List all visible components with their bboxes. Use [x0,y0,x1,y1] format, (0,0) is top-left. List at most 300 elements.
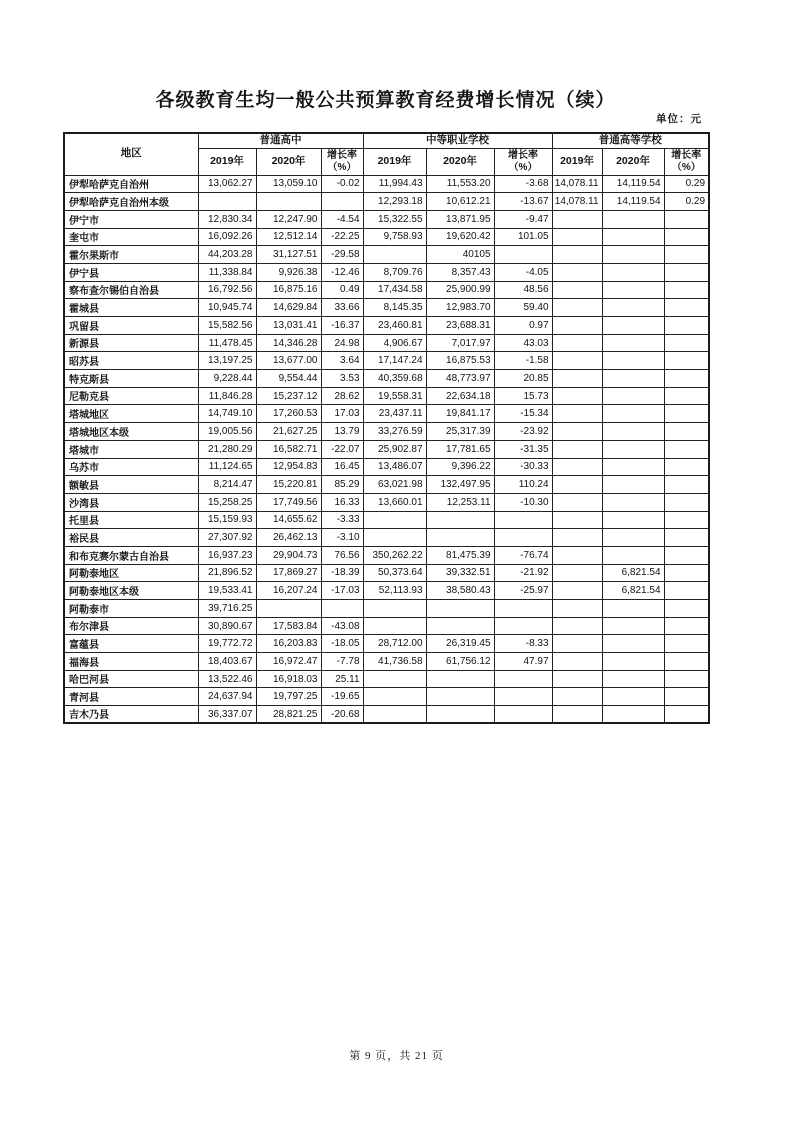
value-cell [602,600,664,618]
value-cell [664,423,709,441]
value-cell [602,228,664,246]
value-cell: 11,338.84 [198,263,256,281]
value-cell: -30.33 [494,458,552,476]
value-cell [664,529,709,547]
value-cell: 30,890.67 [198,617,256,635]
value-cell: 76.56 [321,546,363,564]
value-cell [602,387,664,405]
table-row [64,210,709,228]
value-cell [426,511,494,529]
table-row [64,299,709,317]
value-cell [664,352,709,370]
value-cell [664,334,709,352]
value-cell: 39,716.25 [198,600,256,618]
value-cell: 16,792.56 [198,281,256,299]
region-cell: 青河县 [64,688,198,706]
table-row [64,653,709,671]
value-cell [552,299,602,317]
value-cell: -16.37 [321,317,363,335]
value-cell [664,670,709,688]
value-cell [552,564,602,582]
value-cell: 17,781.65 [426,440,494,458]
value-cell: 28,821.25 [256,706,321,724]
value-cell [602,246,664,264]
table-row [64,175,709,193]
value-cell [494,511,552,529]
value-cell: 15,322.55 [363,210,426,228]
region-cell: 巩留县 [64,317,198,335]
value-cell [363,529,426,547]
value-cell: -19.65 [321,688,363,706]
value-cell [552,352,602,370]
value-cell [426,617,494,635]
value-cell: 10,612.21 [426,193,494,211]
value-cell: 19,772.72 [198,635,256,653]
value-cell: 61,756.12 [426,653,494,671]
unit-label: 单位：元 [656,113,702,125]
value-cell: 25,902.87 [363,440,426,458]
table-body [64,175,709,723]
value-cell: 48,773.97 [426,370,494,388]
value-cell: 19,533.41 [198,582,256,600]
value-cell: 33,276.59 [363,423,426,441]
group-header-regular-higher-ed: 普通高等学校 [552,133,709,148]
value-cell: 23,437.11 [363,405,426,423]
region-cell: 尼勒克县 [64,387,198,405]
value-cell [602,458,664,476]
value-cell: 33.66 [321,299,363,317]
table-row [64,423,709,441]
value-cell [602,334,664,352]
table-row [64,617,709,635]
value-cell [363,246,426,264]
value-cell: -18.39 [321,564,363,582]
region-cell: 霍尔果斯市 [64,246,198,264]
col-header-2020: 2020年 [602,148,664,175]
col-header-growth [664,148,709,175]
table-row [64,635,709,653]
table-row [64,529,709,547]
value-cell: 350,262.22 [363,546,426,564]
value-cell [256,600,321,618]
value-cell: 11,846.28 [198,387,256,405]
value-cell: 19,558.31 [363,387,426,405]
value-cell: 11,478.45 [198,334,256,352]
value-cell: 13,486.07 [363,458,426,476]
value-cell: 19,841.17 [426,405,494,423]
value-cell: 8,214.47 [198,476,256,494]
value-cell [602,635,664,653]
value-cell: 0.29 [664,175,709,193]
value-cell: 0.29 [664,193,709,211]
value-cell: 24.98 [321,334,363,352]
value-cell [552,423,602,441]
value-cell [552,688,602,706]
growth-header-line2: （%） [327,161,357,173]
value-cell: -8.33 [494,635,552,653]
col-header-2020: 2020年 [426,148,494,175]
value-cell: 26,319.45 [426,635,494,653]
value-cell [426,670,494,688]
value-cell: -76.74 [494,546,552,564]
value-cell [602,706,664,724]
value-cell: 13,522.46 [198,670,256,688]
col-header-2019: 2019年 [198,148,256,175]
value-cell: -3.68 [494,175,552,193]
region-cell: 察布查尔锡伯自治县 [64,281,198,299]
value-cell [552,582,602,600]
value-cell [664,564,709,582]
value-cell [664,476,709,494]
table-row [64,564,709,582]
value-cell [664,635,709,653]
value-cell [363,511,426,529]
value-cell: 28.62 [321,387,363,405]
value-cell: 31,127.51 [256,246,321,264]
value-cell: 16,972.47 [256,653,321,671]
value-cell: -22.25 [321,228,363,246]
value-cell: 27,307.92 [198,529,256,547]
value-cell: -13.67 [494,193,552,211]
value-cell: 16,092.26 [198,228,256,246]
value-cell [363,617,426,635]
value-cell: 22,634.18 [426,387,494,405]
value-cell: 14,119.54 [602,193,664,211]
value-cell [602,281,664,299]
value-cell [363,600,426,618]
value-cell: 10,945.74 [198,299,256,317]
value-cell: 4,906.67 [363,334,426,352]
value-cell: 6,821.54 [602,582,664,600]
table-row [64,334,709,352]
value-cell: -3.10 [321,529,363,547]
value-cell [664,299,709,317]
value-cell: 19,620.42 [426,228,494,246]
value-cell [602,317,664,335]
value-cell [664,706,709,724]
value-cell: 13,677.00 [256,352,321,370]
value-cell: 12,247.90 [256,210,321,228]
value-cell [664,263,709,281]
value-cell: 39,332.51 [426,564,494,582]
region-cell: 福海县 [64,653,198,671]
growth-header-line2: （%） [508,161,538,173]
value-cell [664,546,709,564]
value-cell [602,529,664,547]
value-cell: 85.29 [321,476,363,494]
value-cell: 50,373.64 [363,564,426,582]
value-cell [321,600,363,618]
region-cell: 富蕴县 [64,635,198,653]
page-number-footer: 第 9 页，共 21 页 [349,1050,444,1062]
value-cell [664,600,709,618]
value-cell [664,440,709,458]
value-cell: 8,709.76 [363,263,426,281]
value-cell [494,617,552,635]
table-row [64,352,709,370]
region-cell: 和布克赛尔蒙古自治县 [64,546,198,564]
value-cell [552,334,602,352]
value-cell [602,493,664,511]
value-cell [664,511,709,529]
table-row [64,263,709,281]
table-row [64,600,709,618]
region-cell: 塔城地区 [64,405,198,423]
value-cell: 9,228.44 [198,370,256,388]
value-cell [552,370,602,388]
value-cell: 15.73 [494,387,552,405]
value-cell [602,423,664,441]
value-cell: 20.85 [494,370,552,388]
value-cell: 59.40 [494,299,552,317]
value-cell: 17,749.56 [256,493,321,511]
value-cell [552,317,602,335]
value-cell [602,617,664,635]
value-cell [664,228,709,246]
value-cell: 18,403.67 [198,653,256,671]
table-row [64,317,709,335]
region-cell: 伊犁哈萨克自治州本级 [64,193,198,211]
table-row [64,370,709,388]
value-cell: 24,637.94 [198,688,256,706]
value-cell [602,546,664,564]
region-cell: 阿勒泰市 [64,600,198,618]
value-cell [552,387,602,405]
value-cell: -18.05 [321,635,363,653]
region-cell: 吉木乃县 [64,706,198,724]
value-cell: 23,460.81 [363,317,426,335]
value-cell: 25,317.39 [426,423,494,441]
col-header-growth [321,148,363,175]
value-cell: 16,875.16 [256,281,321,299]
value-cell [552,600,602,618]
group-header-regular-high-school: 普通高中 [198,133,363,148]
value-cell: 3.53 [321,370,363,388]
value-cell [552,228,602,246]
value-cell: 23,688.31 [426,317,494,335]
value-cell [552,210,602,228]
value-cell: -4.05 [494,263,552,281]
region-cell: 伊犁哈萨克自治州 [64,175,198,193]
value-cell: 14,655.62 [256,511,321,529]
value-cell: -1.58 [494,352,552,370]
value-cell [664,387,709,405]
value-cell [602,440,664,458]
table-row [64,458,709,476]
value-cell [552,405,602,423]
value-cell: -20.68 [321,706,363,724]
region-cell: 塔城市 [64,440,198,458]
value-cell: 19,797.25 [256,688,321,706]
col-header-2020: 2020年 [256,148,321,175]
value-cell [664,405,709,423]
value-cell [602,352,664,370]
value-cell: 16,875.53 [426,352,494,370]
value-cell: -3.33 [321,511,363,529]
col-header-2019: 2019年 [363,148,426,175]
value-cell [602,476,664,494]
value-cell [664,653,709,671]
value-cell: 17.03 [321,405,363,423]
value-cell: 0.97 [494,317,552,335]
value-cell [198,193,256,211]
value-cell: 15,237.12 [256,387,321,405]
value-cell: 15,258.25 [198,493,256,511]
value-cell [552,493,602,511]
value-cell: -10.30 [494,493,552,511]
value-cell: 12,293.18 [363,193,426,211]
value-cell [602,405,664,423]
value-cell: 21,896.52 [198,564,256,582]
value-cell: -7.78 [321,653,363,671]
region-cell: 乌苏市 [64,458,198,476]
value-cell: 7,017.97 [426,334,494,352]
value-cell [552,458,602,476]
value-cell: 0.49 [321,281,363,299]
value-cell [664,281,709,299]
value-cell: 13,031.41 [256,317,321,335]
value-cell: 13,197.25 [198,352,256,370]
region-cell: 伊宁县 [64,263,198,281]
value-cell: 13,871.95 [426,210,494,228]
value-cell [552,281,602,299]
col-header-growth [494,148,552,175]
value-cell: 14,346.28 [256,334,321,352]
value-cell [426,688,494,706]
value-cell: 6,821.54 [602,564,664,582]
value-cell [602,511,664,529]
col-header-2019: 2019年 [552,148,602,175]
value-cell: 41,736.58 [363,653,426,671]
value-cell: 11,553.20 [426,175,494,193]
value-cell [602,210,664,228]
value-cell [664,493,709,511]
page-title: 各级教育生均一般公共预算教育经费增长情况（续） [155,90,616,111]
value-cell [602,653,664,671]
value-cell: 14,119.54 [602,175,664,193]
value-cell: 15,159.93 [198,511,256,529]
value-cell: -25.97 [494,582,552,600]
value-cell: 15,220.81 [256,476,321,494]
value-cell: -21.92 [494,564,552,582]
value-cell: -9.47 [494,210,552,228]
value-cell: 52,113.93 [363,582,426,600]
value-cell [552,263,602,281]
value-cell [602,688,664,706]
table-row [64,511,709,529]
value-cell [363,670,426,688]
value-cell: 17,434.58 [363,281,426,299]
group-header-secondary-vocational: 中等职业学校 [363,133,552,148]
value-cell: 12,830.34 [198,210,256,228]
value-cell: 16,582.71 [256,440,321,458]
education-funding-table [63,132,710,724]
value-cell [664,317,709,335]
value-cell: 11,124.65 [198,458,256,476]
value-cell: 13,059.10 [256,175,321,193]
value-cell [664,617,709,635]
value-cell: 8,145.35 [363,299,426,317]
value-cell [363,688,426,706]
value-cell: 38,580.43 [426,582,494,600]
value-cell: 14,749.10 [198,405,256,423]
value-cell: 16.33 [321,493,363,511]
value-cell: 40105 [426,246,494,264]
value-cell: 13,660.01 [363,493,426,511]
value-cell: 14,078.11 [552,193,602,211]
value-cell: -15.34 [494,405,552,423]
value-cell: 17,147.24 [363,352,426,370]
value-cell: 17,583.84 [256,617,321,635]
value-cell: 36,337.07 [198,706,256,724]
value-cell [602,670,664,688]
value-cell [602,263,664,281]
region-cell: 昭苏县 [64,352,198,370]
value-cell: 25.11 [321,670,363,688]
region-cell: 裕民县 [64,529,198,547]
region-cell: 托里县 [64,511,198,529]
value-cell: 12,512.14 [256,228,321,246]
region-cell: 额敏县 [64,476,198,494]
value-cell [602,370,664,388]
region-cell: 奎屯市 [64,228,198,246]
value-cell: -12.46 [321,263,363,281]
value-cell: 44,203.28 [198,246,256,264]
value-cell: 12,253.11 [426,493,494,511]
region-cell: 塔城地区本级 [64,423,198,441]
value-cell: 16,918.03 [256,670,321,688]
table-row [64,281,709,299]
value-cell: 16,203.83 [256,635,321,653]
region-cell: 布尔津县 [64,617,198,635]
value-cell [494,600,552,618]
table-row [64,228,709,246]
value-cell [494,529,552,547]
value-cell: 47.97 [494,653,552,671]
value-cell [552,529,602,547]
value-cell [664,246,709,264]
value-cell [321,193,363,211]
value-cell [552,246,602,264]
value-cell [552,670,602,688]
value-cell [552,617,602,635]
table-row [64,246,709,264]
value-cell [552,635,602,653]
table-row [64,582,709,600]
table-row [64,405,709,423]
value-cell: -17.03 [321,582,363,600]
value-cell: 40,359.68 [363,370,426,388]
value-cell: 16,937.23 [198,546,256,564]
value-cell [664,370,709,388]
table-row [64,706,709,724]
value-cell [494,670,552,688]
value-cell: 63,021.98 [363,476,426,494]
value-cell: 9,758.93 [363,228,426,246]
table-row [64,493,709,511]
growth-header-line2: （%） [671,161,701,173]
value-cell: -22.07 [321,440,363,458]
value-cell: -29.58 [321,246,363,264]
value-cell: 19,005.56 [198,423,256,441]
growth-header-line1: 增长率 [671,150,702,161]
value-cell: 16,207.24 [256,582,321,600]
value-cell [494,246,552,264]
table-row [64,546,709,564]
value-cell: 101.05 [494,228,552,246]
region-cell: 阿勒泰地区 [64,564,198,582]
table-header-group-row [64,133,709,148]
